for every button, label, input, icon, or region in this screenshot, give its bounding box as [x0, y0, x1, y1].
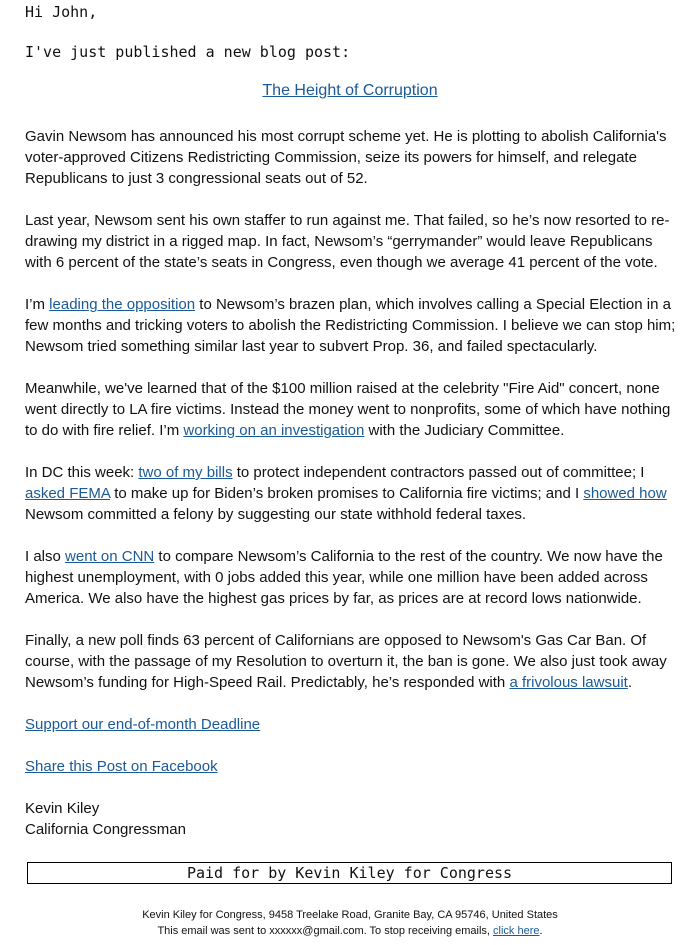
footer	[0, 907, 700, 939]
text: Meanwhile, we've learned that of the $100 million raised at the celebrity "Fire Aid" concert, none went directly to LA fire victims. Instead the money went to nonprofits, some of which have nothing to do with fire relief. I’m	[25, 380, 671, 439]
text: to Newsom’s brazen plan, which involves calling a Special Election in a few months and tricking voters to abolish the Redistricting Commission. I believe we can stop him; Newsom tried something similar last year to subvert Prop. 36, and failed spectacularly.	[25, 296, 676, 355]
text: to make up for Biden’s broken promises to California fire victims; and I	[110, 485, 584, 502]
text: This email was sent to xxxxxx@gmail.com. To stop receiving emails,	[157, 925, 494, 937]
showed-how-link[interactable]: showed how	[583, 485, 667, 502]
intro-text: I've just published a new blog post:	[25, 43, 351, 61]
paragraph-2: Last year, Newsom sent his own staffer to run against me. That failed, so he’s now resorted to re-drawing my district in a rigged map. In fact, Newsom’s “gerrymander” would leave Republicans with 6 percent of the state’s seats in Congress, even though we average 41 percent of the vote.	[25, 212, 670, 271]
lawsuit-link[interactable]: a frivolous lawsuit	[509, 674, 628, 691]
investigation-link[interactable]: working on an investigation	[183, 422, 365, 439]
leading-opposition-link[interactable]: leading the opposition	[49, 296, 196, 313]
text: I’m	[25, 296, 50, 313]
paragraph-6	[25, 546, 677, 609]
fema-link[interactable]: asked FEMA	[25, 485, 111, 502]
unsubscribe-link[interactable]: click here	[493, 925, 540, 937]
email-body	[25, 126, 677, 840]
text: .	[539, 925, 543, 937]
paid-for-disclaimer: Paid for by Kevin Kiley for Congress	[27, 862, 672, 884]
cnn-link[interactable]: went on CNN	[65, 548, 155, 565]
footer-address: Kevin Kiley for Congress, 9458 Treelake Road, Granite Bay, CA 95746, United States	[142, 909, 558, 921]
text: I also	[25, 548, 66, 565]
text: In DC this week:	[25, 464, 139, 481]
signature-name: Kevin Kiley	[25, 800, 100, 817]
greeting: Hi John,	[25, 3, 98, 21]
paragraph-3	[25, 294, 677, 357]
bills-link[interactable]: two of my bills	[138, 464, 233, 481]
signature	[25, 798, 677, 840]
share-paragraph	[25, 756, 677, 777]
paragraph-1: Gavin Newsom has announced his most corrupt scheme yet. He is plotting to abolish California's voter-approved Citizens Redistricting Commission, seize its powers for himself, and relegate Republicans to just 3 congressional seats out of 52.	[25, 128, 667, 187]
text: with the Judiciary Committee.	[364, 422, 565, 439]
support-deadline-link[interactable]: Support our end-of-month Deadline	[25, 716, 261, 733]
post-title-container	[0, 82, 700, 100]
text: to compare Newsom’s California to the rest of the country. We now have the highest unemployment, with 0 jobs added this year, while one million have been added across America. We also have the highest gas prices by far, as prices are at record lows nationwide.	[25, 548, 663, 607]
text: .	[627, 674, 632, 691]
footer-unsubscribe-line	[0, 923, 700, 939]
signature-title: California Congressman	[25, 821, 186, 838]
paragraph-5	[25, 462, 677, 525]
text: Newsom committed a felony by suggesting our state withhold federal taxes.	[25, 506, 527, 523]
support-paragraph	[25, 714, 677, 735]
share-facebook-link[interactable]: Share this Post on Facebook	[25, 758, 218, 775]
text: Finally, a new poll finds 63 percent of Californians are opposed to Newsom's Gas Car Ban. Of course, with the passage of my Resolution to overturn it, the ban is gone. We also just took away Newsom’s funding for High-Speed Rail. Predictably, he’s responded with	[25, 632, 667, 691]
paragraph-7	[25, 630, 677, 693]
post-title-link[interactable]: The Height of Corruption	[262, 82, 438, 99]
text: to protect independent contractors passed out of committee; I	[232, 464, 645, 481]
paragraph-4	[25, 378, 677, 441]
